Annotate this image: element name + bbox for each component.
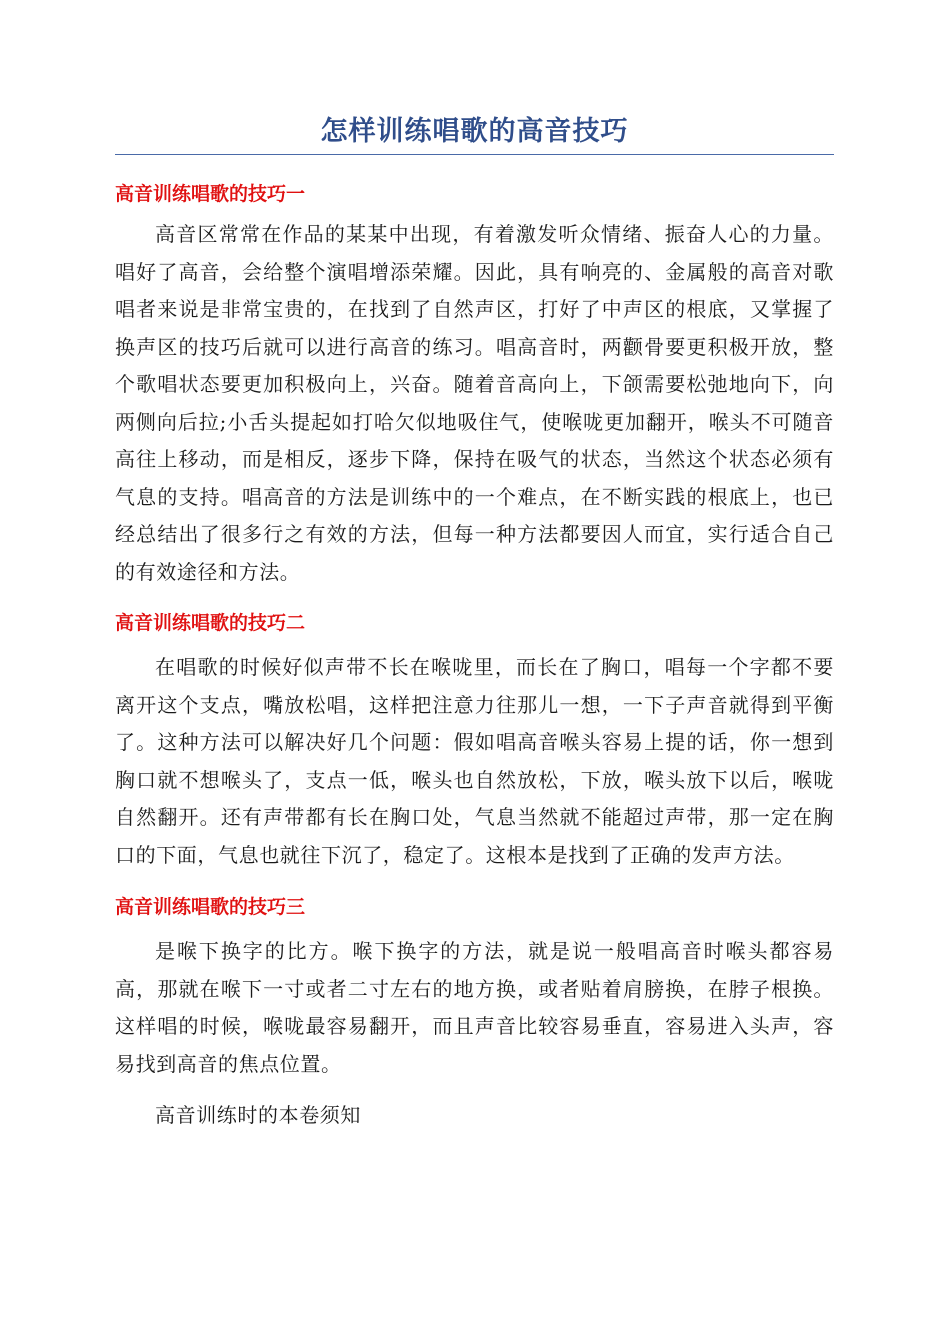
section-body-3: 是喉下换字的比方。喉下换字的方法，就是说一般唱高音时喉头都容易高，那就在喉下一寸或者二寸左右的地方换，或者贴着肩膀换，在脖子根换。这样唱的时候，喉咙最容易翻开，而且声音比较容易垂直，容易进入头声，容易找到高音的焦点位置。	[115, 939, 834, 1076]
section-heading-1: 高音训练唱歌的技巧一	[115, 183, 306, 205]
document-title: 怎样训练唱歌的高音技巧	[115, 112, 834, 155]
section-heading-2: 高音训练唱歌的技巧二	[115, 612, 306, 634]
notes-line: 高音训练时的本卷须知	[155, 1103, 361, 1127]
section-body-2: 在唱歌的时候好似声带不长在喉咙里，而长在了胸口，唱每一个字都不要离开这个支点，嘴放松唱，这样把注意力往那儿一想，一下子声音就得到平衡了。这种方法可以解决好几个问题：假如唱高音喉头容易上提的话，你一想到胸口就不想喉头了，支点一低，喉头也自然放松，下放，喉头放下以后，喉咙自然翻开。还有声带都有长在胸口处，气息当然就不能超过声带，那一定在胸口的下面，气息也就往下沉了，稳定了。这根本是找到了正确的发声方法。	[115, 655, 834, 867]
document-page	[115, 112, 834, 1135]
section-heading-3: 高音训练唱歌的技巧三	[115, 896, 306, 918]
section-body-1: 高音区常常在作品的某某中出现，有着激发听众情绪、振奋人心的力量。唱好了高音，会给整个演唱增添荣耀。因此，具有响亮的、金属般的高音对歌唱者来说是非常宝贵的，在找到了自然声区，打好了中声区的根底，又掌握了换声区的技巧后就可以进行高音的练习。唱高音时，两颧骨要更积极开放，整个歌唱状态要更加积极向上，兴奋。随着音高向上，下颌需要松弛地向下，向两侧向后拉;小舌头提起如打哈欠似地吸住气，使喉咙更加翻开，喉头不可随音高往上移动，而是相反，逐步下降，保持在吸气的状态，当然这个状态必须有气息的支持。唱高音的方法是训练中的一个难点，在不断实践的根底上，也已经总结出了很多行之有效的方法，但每一种方法都要因人而宜，实行适合自己的有效途径和方法。	[115, 222, 834, 584]
